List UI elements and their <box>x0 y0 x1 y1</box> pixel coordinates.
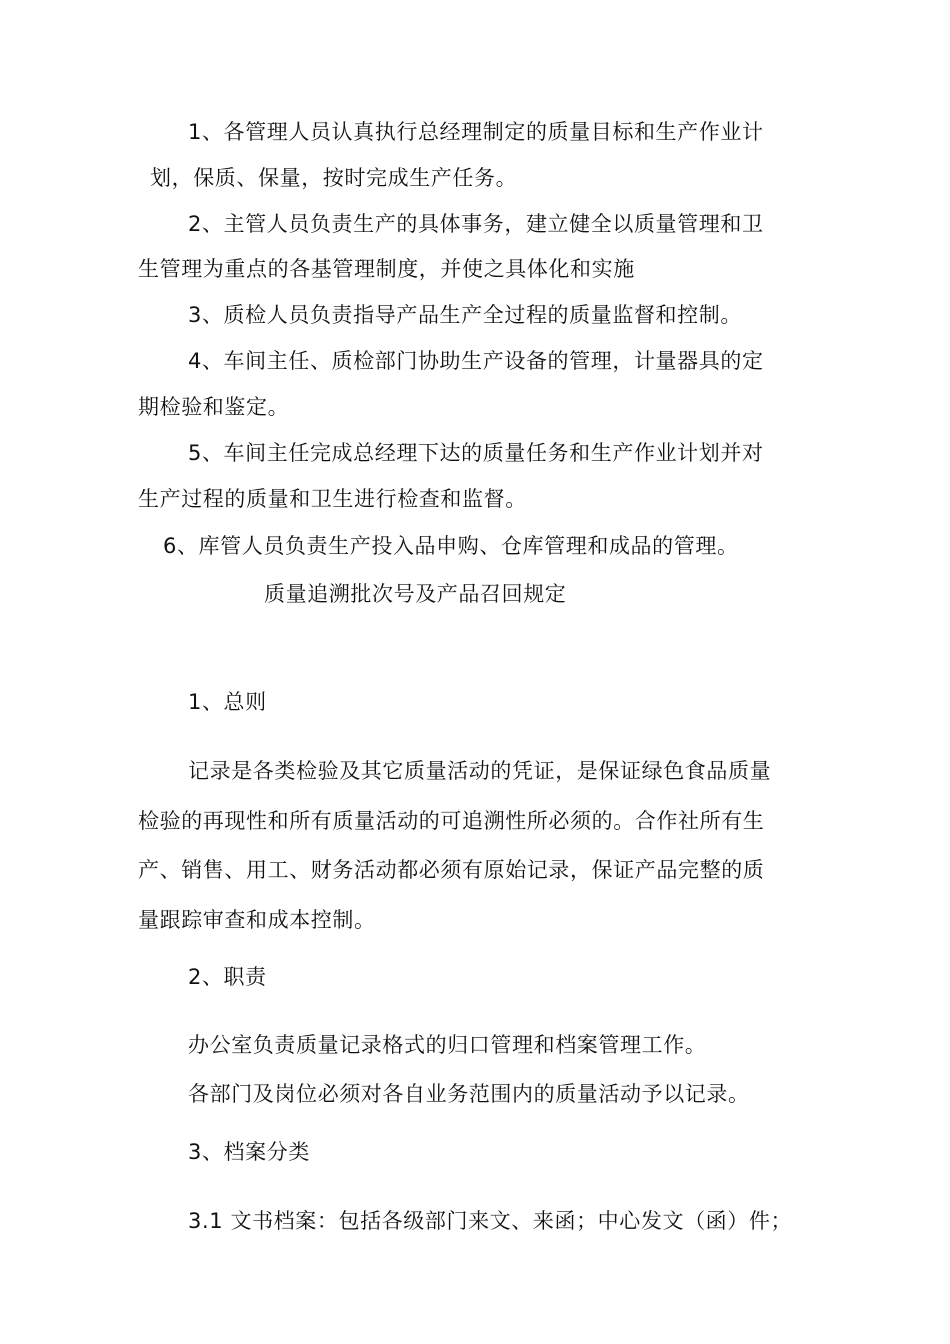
item-4-line-2: 期检验和鉴定。 <box>138 395 290 419</box>
section-heading: 质量追溯批次号及产品召回规定 <box>264 582 567 606</box>
item-6-line-1: 6、库管人员负责生产投入品申购、仓库管理和成品的管理。 <box>163 534 739 558</box>
item-5-line-1: 5、车间主任完成总经理下达的质量任务和生产作业计划并对 <box>188 441 764 465</box>
general-heading: 1、总则 <box>188 690 267 714</box>
item-2-line-1: 2、主管人员负责生产的具体事务，建立健全以质量管理和卫 <box>188 212 764 236</box>
duties-heading: 2、职责 <box>188 965 267 989</box>
general-para-line-1: 记录是各类检验及其它质量活动的凭证，是保证绿色食品质量 <box>188 759 772 783</box>
duties-line-2: 各部门及岗位必须对各自业务范围内的质量活动予以记录。 <box>188 1082 750 1106</box>
item-5-line-2: 生产过程的质量和卫生进行检查和监督。 <box>138 487 527 511</box>
item-3-line-1: 3、质检人员负责指导产品生产全过程的质量监督和控制。 <box>188 303 742 327</box>
duties-line-1: 办公室负责质量记录格式的归口管理和档案管理工作。 <box>188 1033 707 1057</box>
archive-item-3-1: 3.1 文书档案：包括各级部门来文、来函；中心发文（函）件； <box>188 1209 793 1233</box>
general-para-line-2: 检验的再现性和所有质量活动的可追溯性所必须的。合作社所有生 <box>138 809 765 833</box>
item-2-line-2: 生管理为重点的各基管理制度，并使之具体化和实施 <box>138 257 635 281</box>
archive-heading: 3、档案分类 <box>188 1140 310 1164</box>
general-para-line-4: 量跟踪审查和成本控制。 <box>138 908 376 932</box>
item-1-line-2: 划，保质、保量，按时完成生产任务。 <box>150 166 518 190</box>
item-4-line-1: 4、车间主任、质检部门协助生产设备的管理，计量器具的定 <box>188 349 764 373</box>
general-para-line-3: 产、销售、用工、财务活动都必须有原始记录，保证产品完整的质 <box>138 858 765 882</box>
item-1-line-1: 1、各管理人员认真执行总经理制定的质量目标和生产作业计 <box>188 120 764 144</box>
